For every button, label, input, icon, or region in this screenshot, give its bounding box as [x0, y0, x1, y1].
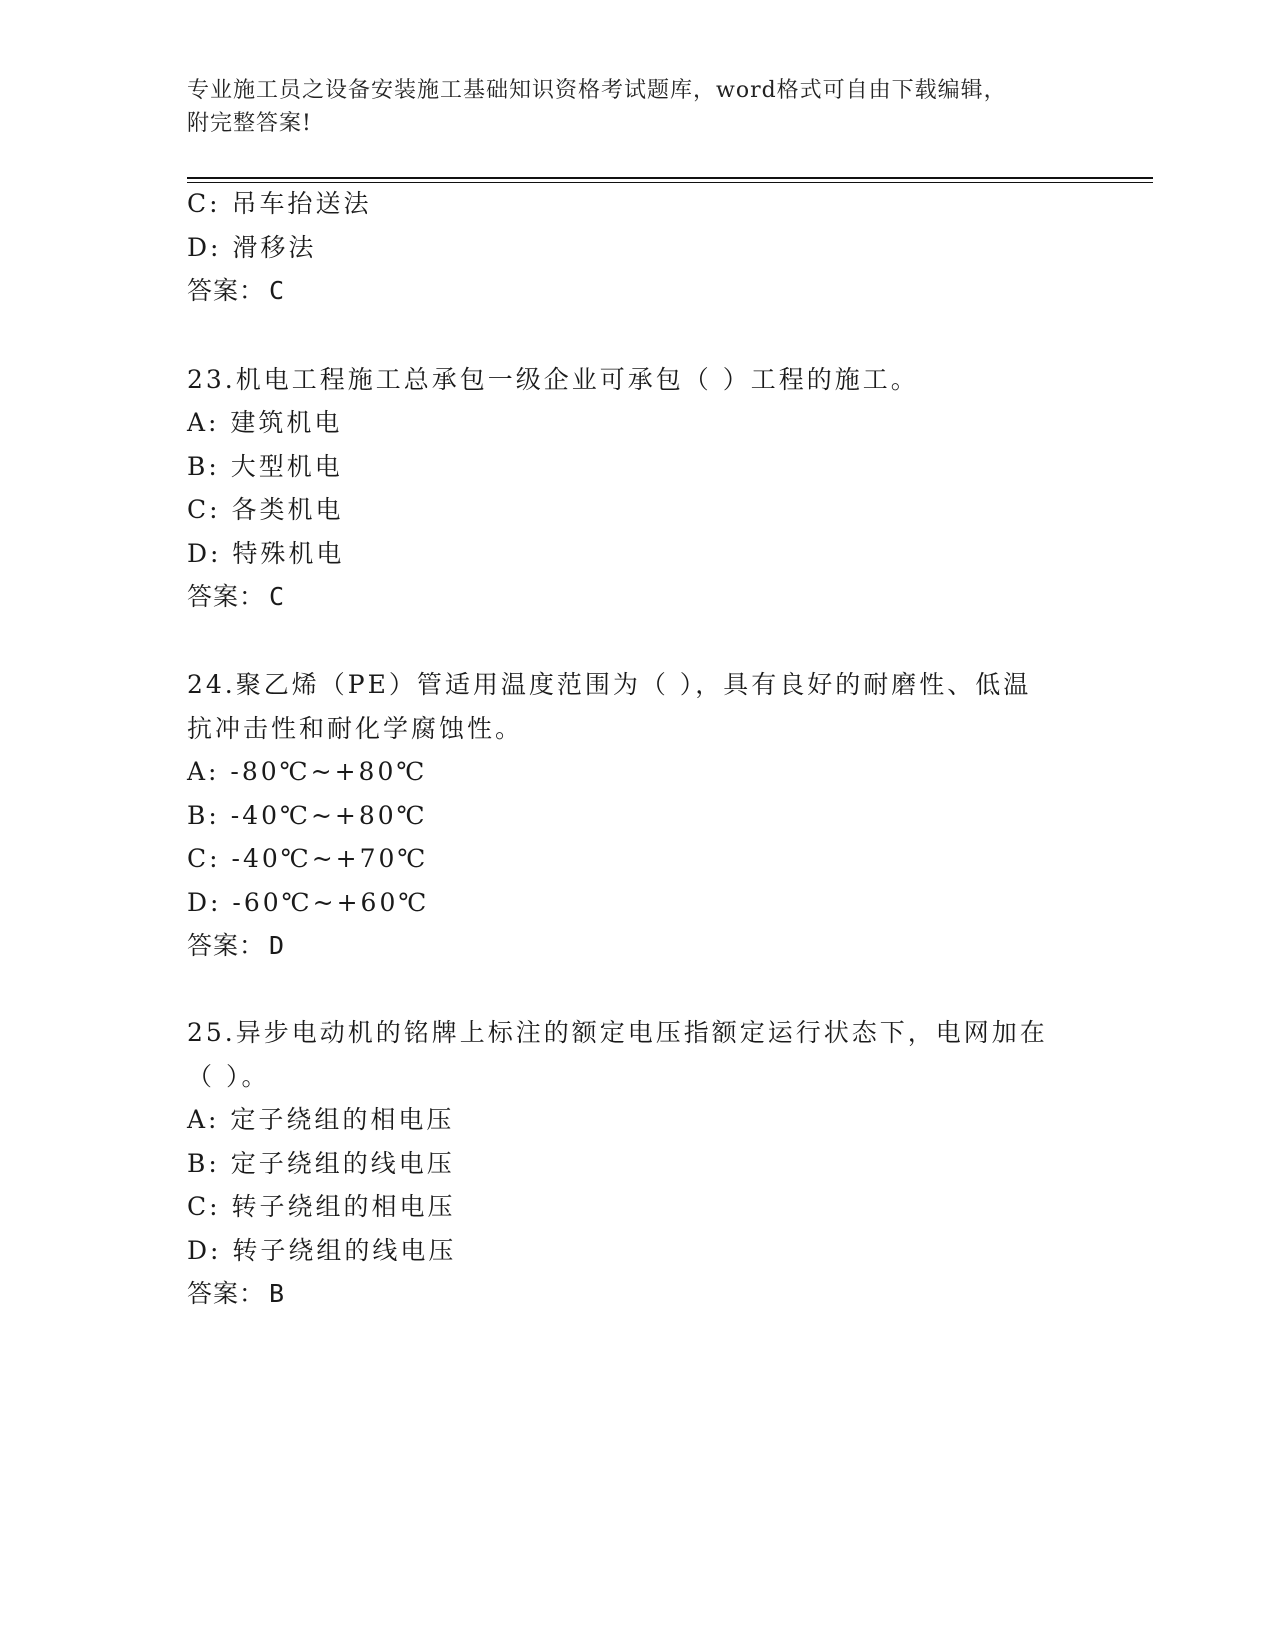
- question-text: 24.聚乙烯（PE）管适用温度范围为（ ），具有良好的耐磨性、低温: [187, 670, 1032, 699]
- option-d: D: -60℃~+60℃: [187, 888, 430, 917]
- document-header: [187, 74, 1067, 140]
- option-b: B: 大型机电: [187, 452, 343, 481]
- answer-line: [187, 929, 285, 963]
- answer-label: 答案：: [187, 582, 266, 611]
- question-text: 25.异步电动机的铭牌上标注的额定电压指额定运行状态下，电网加在: [187, 1018, 1048, 1047]
- option-c: C: -40℃~+70℃: [187, 844, 429, 873]
- answer-label: 答案：: [187, 931, 266, 960]
- header-line-2: 附完整答案!: [187, 111, 312, 136]
- header-line-1: 专业施工员之设备安装施工基础知识资格考试题库，word格式可自由下载编辑，: [187, 78, 1007, 103]
- option-a: A: 定子绕组的相电压: [187, 1105, 455, 1134]
- option-d: D: 特殊机电: [187, 539, 345, 568]
- option-a: A: 建筑机电: [187, 408, 343, 437]
- option-c: C: 吊车抬送法: [187, 189, 372, 218]
- answer-value: B: [269, 1279, 286, 1308]
- option-d: D: 滑移法: [187, 233, 317, 262]
- question-text-continued: 抗冲击性和耐化学腐蚀性。: [187, 714, 524, 743]
- answer-line: [187, 1277, 285, 1311]
- option-d: D: 转子绕组的线电压: [187, 1236, 457, 1265]
- header-divider: [187, 177, 1153, 183]
- answer-line: [187, 580, 285, 614]
- option-c: C: 转子绕组的相电压: [187, 1192, 456, 1221]
- answer-value: D: [269, 931, 286, 960]
- option-b: B: 定子绕组的线电压: [187, 1149, 455, 1178]
- option-c: C: 各类机电: [187, 495, 344, 524]
- option-a: A: -80℃~+80℃: [187, 757, 428, 786]
- question-text-continued: （ ）。: [187, 1062, 270, 1091]
- answer-value: C: [269, 582, 286, 611]
- answer-label: 答案：: [187, 276, 266, 305]
- answer-line: [187, 274, 285, 308]
- question-text: 23.机电工程施工总承包一级企业可承包（ ）工程的施工。: [187, 365, 919, 394]
- answer-label: 答案：: [187, 1279, 266, 1308]
- option-b: B: -40℃~+80℃: [187, 801, 428, 830]
- answer-value: C: [269, 276, 286, 305]
